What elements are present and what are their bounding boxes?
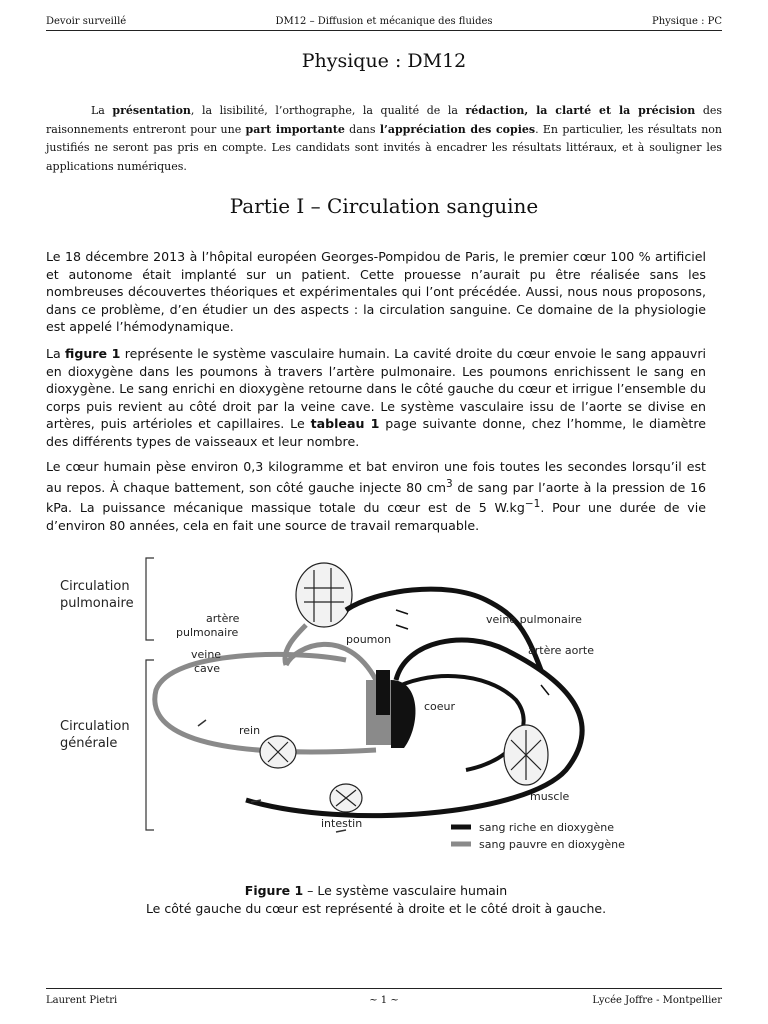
label-circulation-pulmonaire-1: Circulation — [60, 579, 130, 594]
label-coeur: coeur — [424, 700, 456, 713]
label-veine-cave-2: cave — [194, 662, 221, 675]
paragraph-2: La figure 1 représente le système vasculaire humain. La cavité droite du cœur envoie le sang appauvri en dioxygène dans les poumons à travers l’artère pulmonaire. Les poumons enrichissent le sang en dioxygène. Le sang enrichi en dioxygène retourne dans le côté gauche du cœur et irrigue l’ensemble du corps puis revient au côté droit par la veine cave. Le système vasculaire issu de l’aorte se divise en artères, puis artérioles et capillaires. Le tableau 1 page suivante donne, chez l’homme, le diamètre des différents types de vaisseaux et leur nombre. — [46, 346, 707, 449]
lung-shape — [296, 563, 352, 627]
label-veine-cave-1: veine — [191, 648, 222, 661]
label-rein: rein — [239, 724, 261, 737]
legend-label-rich: sang riche en dioxygène — [479, 821, 614, 834]
label-artere-pulmonaire-2: pulmonaire — [176, 626, 239, 639]
bracket-generale — [146, 660, 154, 830]
figure-caption: Figure 1 – Le système vasculaire humain Le côté gauche du cœur est représenté à droite et le côté droit à gauche. — [145, 883, 607, 916]
part-title: Partie I – Circulation sanguine — [229, 194, 539, 218]
pulmonary-vein-path — [346, 589, 541, 670]
label-circulation-generale-2: générale — [60, 736, 118, 751]
legend-label-poor: sang pauvre en dioxygène — [479, 838, 625, 851]
intro-paragraph: La présentation, la lisibilité, l’orthographe, la qualité de la rédaction, la clarté et la précision des raisonnements entreront pour une part importante dans l’appréciation des copies. En particulier, les résultats non justifiés ne seront pas pris en compte. Les candidats sont invités à encadrer les résultats littéraux, et à souligner les applications numériques. — [46, 104, 723, 173]
label-intestin: intestin — [321, 817, 363, 830]
label-circulation-generale-1: Circulation — [60, 719, 130, 734]
vein-cava-loop — [155, 654, 376, 751]
page-header — [46, 12, 722, 31]
footer-right: Lycée Joffre - Montpellier — [592, 995, 722, 1006]
paragraph-3: Le cœur humain pèse environ 0,3 kilogramme et bat environ une fois toutes les secondes lorsqu’il est au repos. À chaque battement, son côté gauche injecte 80 $cm^3$ de sang par l’aorte à la pression de 16 kPa. La puissance mécanique massique totale du cœur est de 5 $W.kg^{-1}$. Pour une durée de vie d’environ 80 années, cela en fait une source de travail remarquable. — [46, 459, 706, 533]
page-title: Physique : DM12 — [301, 50, 467, 72]
label-artere-aorte: artère aorte — [528, 644, 594, 657]
heart-left-side — [391, 680, 415, 748]
label-circulation-pulmonaire-2: pulmonaire — [60, 596, 134, 611]
footer-center: ~ 1 ~ — [369, 995, 399, 1006]
header-center: DM12 – Diffusion et mécanique des fluides — [275, 16, 493, 27]
label-veine-pulmonaire: veine pulmonaire — [486, 613, 582, 626]
footer-left: Laurent Pietri — [46, 995, 118, 1006]
label-muscle: muscle — [530, 790, 570, 803]
pulmonary-artery-path — [286, 644, 376, 680]
label-artere-pulmonaire-1: artère — [206, 612, 240, 625]
label-poumon: poumon — [346, 633, 392, 646]
vascular-system-diagram — [46, 530, 706, 890]
paragraph-1: Le 18 décembre 2013 à l’hôpital européen Georges-Pompidou de Paris, le premier cœur 100 % artificiel et autonome était implanté sur un patient. Cette prouesse n’aurait pu être réalisée sans les nombreuses découvertes théoriques et expérimentales qui l’ont précédée. Aussi, nous nous proposons, dans ce problème, d’en étudier un des aspects : la circulation sanguine. Ce domaine de la physiologie est appelé l’hémodynamique. — [46, 249, 706, 334]
page-footer — [46, 988, 722, 1009]
bracket-pulmonaire — [146, 558, 154, 640]
heart-aorta-root — [376, 670, 390, 715]
header-right: Physique : PC — [651, 16, 722, 27]
header-left: Devoir surveillé — [46, 16, 127, 27]
